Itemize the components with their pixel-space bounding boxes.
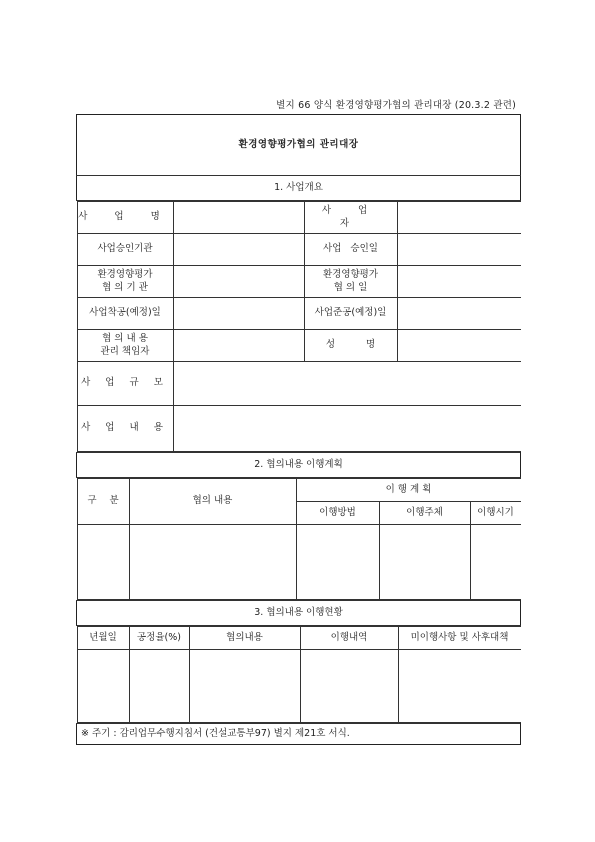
project-content-field[interactable]	[173, 406, 521, 452]
status-column-header: 협의내용	[189, 627, 300, 650]
division-cell[interactable]	[77, 525, 129, 600]
status-progress-cell[interactable]	[129, 650, 189, 723]
consult-content-cell[interactable]	[129, 525, 296, 600]
project-scale-label: 사 업 규 모	[77, 362, 173, 406]
project-overview-table	[77, 201, 521, 452]
consult-date-field[interactable]	[397, 266, 521, 298]
status-followup-cell[interactable]	[398, 650, 521, 723]
start-date-label: 사업착공(예정)일	[77, 298, 173, 330]
section2-heading: 2. 협의내용 이행계획	[77, 453, 521, 478]
name-label: 성 명	[304, 330, 397, 362]
manager-field[interactable]	[173, 330, 304, 362]
implementation-plan-table	[77, 478, 521, 600]
division-label: 구 분	[77, 479, 129, 525]
start-date-field[interactable]	[173, 298, 304, 330]
form-reference-note: 별지 66 양식 환경영향평가협의 관리대장 (20.3.2 관련)	[276, 100, 516, 111]
approval-date-field[interactable]	[397, 234, 521, 266]
operator-label: 사 업 자	[304, 202, 397, 234]
project-scale-field[interactable]	[173, 362, 521, 406]
method-cell[interactable]	[296, 525, 379, 600]
timing-label: 이행시기	[470, 502, 521, 525]
timing-cell[interactable]	[470, 525, 521, 600]
approval-date-label: 사업 승인일	[304, 234, 397, 266]
completion-date-label: 사업준공(예정)일	[304, 298, 397, 330]
method-label: 이행방법	[296, 502, 379, 525]
consult-agency-label: 환경영향평가 협 의 기 관	[77, 266, 173, 298]
status-date-cell[interactable]	[77, 650, 129, 723]
consult-agency-field[interactable]	[173, 266, 304, 298]
status-column-header: 공정율(%)	[129, 627, 189, 650]
subject-label: 이행주체	[379, 502, 470, 525]
implementation-status-table	[77, 626, 521, 723]
approval-agency-label: 사업승인기관	[77, 234, 173, 266]
section1-grid-wrap	[77, 201, 521, 453]
section1-heading: 1. 사업개요	[77, 176, 521, 201]
consult-content-label: 협의 내용	[129, 479, 296, 525]
completion-date-field[interactable]	[397, 298, 521, 330]
status-consult-cell[interactable]	[189, 650, 300, 723]
section3-grid-wrap	[77, 626, 521, 724]
consult-date-label: 환경영향평가 협 의 일	[304, 266, 397, 298]
name-field[interactable]	[397, 330, 521, 362]
section2-grid-wrap	[77, 478, 521, 601]
plan-label: 이 행 계 획	[296, 479, 521, 502]
manager-label: 협 의 내 용 관리 책임자	[77, 330, 173, 362]
status-detail-cell[interactable]	[300, 650, 398, 723]
status-column-header: 미이행사항 및 사후대책	[398, 627, 521, 650]
status-column-header: 년월일	[77, 627, 129, 650]
subject-cell[interactable]	[379, 525, 470, 600]
section3-heading: 3. 협의내용 이행현황	[77, 601, 521, 626]
project-name-field[interactable]	[173, 202, 304, 234]
operator-field[interactable]	[397, 202, 521, 234]
project-name-label: 사 업 명	[77, 202, 173, 234]
form-title: 환경영향평가협의 관리대장	[77, 115, 521, 176]
management-register-form	[76, 114, 521, 745]
footnote: ※ 주기 : 감리업무수행지침서 (건설교통부97) 별지 제21호 서식.	[77, 724, 521, 745]
status-column-header: 이행내역	[300, 627, 398, 650]
approval-agency-field[interactable]	[173, 234, 304, 266]
project-content-label: 사 업 내 용	[77, 406, 173, 452]
